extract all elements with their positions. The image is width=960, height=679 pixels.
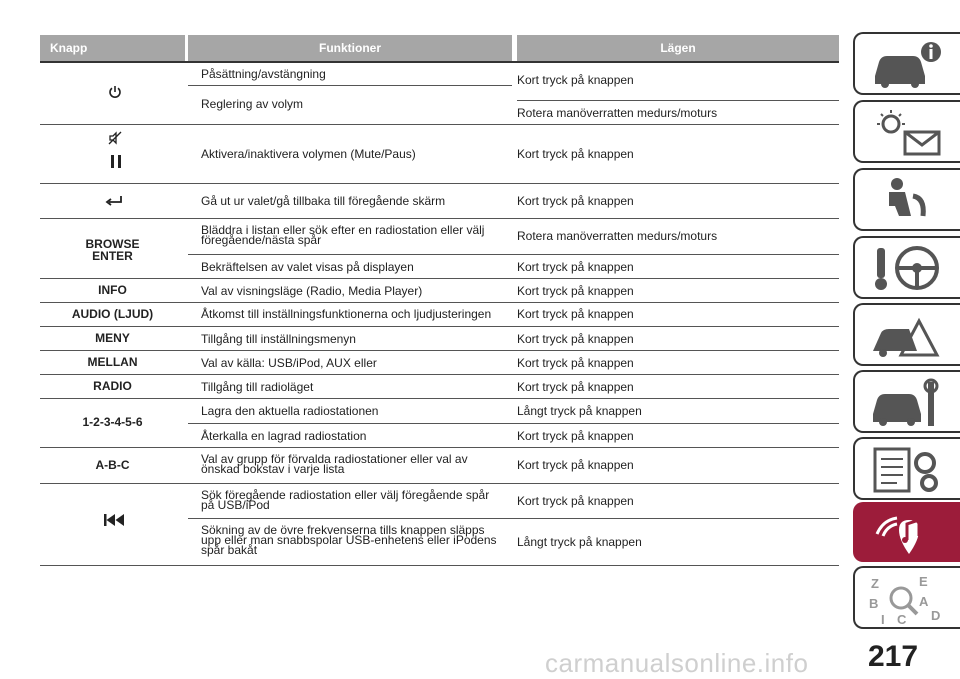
- index-icon: [869, 574, 949, 630]
- row-divider: [40, 374, 839, 375]
- mode-text: Kort tryck på knappen: [517, 260, 634, 274]
- tab-driving[interactable]: [853, 236, 960, 299]
- mode-text: Långt tryck på knappen: [517, 535, 642, 549]
- watermark: carmanualsonline.info: [545, 648, 809, 678]
- mode-text: Kort tryck på knappen: [517, 73, 634, 87]
- function-text: Sök föregående radiostation eller välj föregående spår på USB/iPod: [201, 488, 490, 512]
- steering-wheel-icon: [869, 244, 949, 294]
- row-divider: [40, 124, 839, 125]
- key-abc: A-B-C: [95, 458, 130, 472]
- function-text: Sökning av de övre frekvenserna tills knappen släpps upp eller man snabbspolar USB-enhetens eller iPodens spår bakåt: [201, 523, 497, 557]
- key-browse-enter: BROWSE ENTER: [85, 237, 140, 263]
- key-mellan: MELLAN: [87, 355, 138, 369]
- row-divider: [188, 518, 839, 519]
- row-divider: [40, 183, 839, 184]
- technical-data-icon: [869, 445, 949, 495]
- key-radio: RADIO: [93, 379, 132, 393]
- tab-car-info[interactable]: [853, 32, 960, 95]
- pause-icon: [109, 155, 123, 168]
- function-text: Tillgång till radioläget: [201, 380, 314, 394]
- row-divider: [188, 254, 839, 255]
- mode-text: Kort tryck på knappen: [517, 429, 634, 443]
- svg-text:B: B: [869, 596, 879, 611]
- power-icon: [108, 85, 122, 99]
- mute-icon: [108, 131, 122, 145]
- tab-index[interactable]: [853, 566, 960, 629]
- svg-text:Z: Z: [871, 576, 879, 591]
- page-number: 217: [868, 640, 919, 673]
- row-divider: [40, 218, 839, 219]
- function-text: Lagra den aktuella radiostationen: [201, 404, 379, 418]
- header-key-label: Knapp: [50, 41, 88, 55]
- svg-text:E: E: [919, 574, 928, 589]
- function-text: Val av visningsläge (Radio, Media Player): [201, 284, 423, 298]
- row-divider: [40, 278, 839, 279]
- key-info: INFO: [98, 283, 127, 297]
- warning-lights-icon: [869, 108, 949, 158]
- mode-text: Kort tryck på knappen: [517, 194, 634, 208]
- emergency-icon: [869, 311, 949, 361]
- function-text: Bläddra i listan eller sök efter en radiostation eller välj föregående/nästa spår: [201, 223, 485, 247]
- mode-text: Kort tryck på knappen: [517, 356, 634, 370]
- safety-seat-icon: [869, 176, 949, 226]
- column-header-function: [188, 35, 512, 61]
- key-presets: 1-2-3-4-5-6: [82, 415, 143, 429]
- tab-technical-data[interactable]: [853, 437, 960, 500]
- function-text: Åtkomst till inställningsfunktionerna och ljudjusteringen: [201, 307, 492, 321]
- row-divider: [40, 483, 839, 484]
- svg-text:C: C: [897, 612, 907, 627]
- svg-text:I: I: [881, 612, 885, 627]
- tab-multimedia[interactable]: [853, 502, 960, 562]
- header-function-label: Funktioner: [319, 41, 381, 55]
- mode-text: Kort tryck på knappen: [517, 494, 634, 508]
- mode-text: Kort tryck på knappen: [517, 147, 634, 161]
- mode-text: Kort tryck på knappen: [517, 332, 634, 346]
- row-divider: [40, 326, 839, 327]
- key-audio: AUDIO (LJUD): [71, 307, 154, 321]
- multimedia-icon: [869, 510, 949, 560]
- mode-text: Rotera manöverratten medurs/moturs: [517, 106, 718, 120]
- mode-text: Långt tryck på knappen: [517, 404, 642, 418]
- mode-text: Kort tryck på knappen: [517, 458, 634, 472]
- function-text: Tillgång till inställningsmenyn: [201, 332, 356, 346]
- mode-text: Kort tryck på knappen: [517, 307, 634, 321]
- row-divider: [188, 423, 839, 424]
- back-arrow-icon: [105, 195, 125, 207]
- svg-text:A: A: [919, 594, 929, 609]
- row-divider: [40, 302, 839, 303]
- tab-safety[interactable]: [853, 168, 960, 231]
- row-divider: [40, 398, 839, 399]
- svg-text:D: D: [931, 608, 941, 623]
- row-divider: [40, 447, 839, 448]
- function-text: Reglering av volym: [201, 97, 304, 111]
- function-text: Gå ut ur valet/gå tillbaka till föregående skärm: [201, 194, 446, 208]
- mode-text: Rotera manöverratten medurs/moturs: [517, 229, 718, 243]
- column-header-key: [40, 35, 185, 61]
- skip-back-icon: [103, 514, 125, 526]
- tab-emergency[interactable]: [853, 303, 960, 366]
- function-text: Val av källa: USB/iPod, AUX eller: [201, 356, 377, 370]
- tab-warning-lights[interactable]: [853, 100, 960, 163]
- function-text: Aktivera/inaktivera volymen (Mute/Paus): [201, 147, 416, 161]
- header-rule: [40, 61, 839, 63]
- row-divider: [517, 100, 839, 101]
- function-text: Bekräftelsen av valet visas på displayen: [201, 260, 414, 274]
- mode-text: Kort tryck på knappen: [517, 380, 634, 394]
- table-bottom-rule: [40, 565, 839, 566]
- tab-maintenance[interactable]: [853, 370, 960, 433]
- column-header-mode: [517, 35, 839, 61]
- function-text: Återkalla en lagrad radiostation: [201, 429, 367, 443]
- row-divider: [188, 85, 512, 86]
- maintenance-icon: [869, 378, 949, 428]
- function-text: Påsättning/avstängning: [201, 67, 326, 81]
- row-divider: [40, 350, 839, 351]
- header-mode-label: Lägen: [660, 41, 696, 55]
- key-meny: MENY: [95, 331, 130, 345]
- car-info-icon: [869, 40, 949, 90]
- function-text: Val av grupp för förvalda radiostationer eller val av önskad bokstav i varje lista: [201, 452, 468, 476]
- mode-text: Kort tryck på knappen: [517, 284, 634, 298]
